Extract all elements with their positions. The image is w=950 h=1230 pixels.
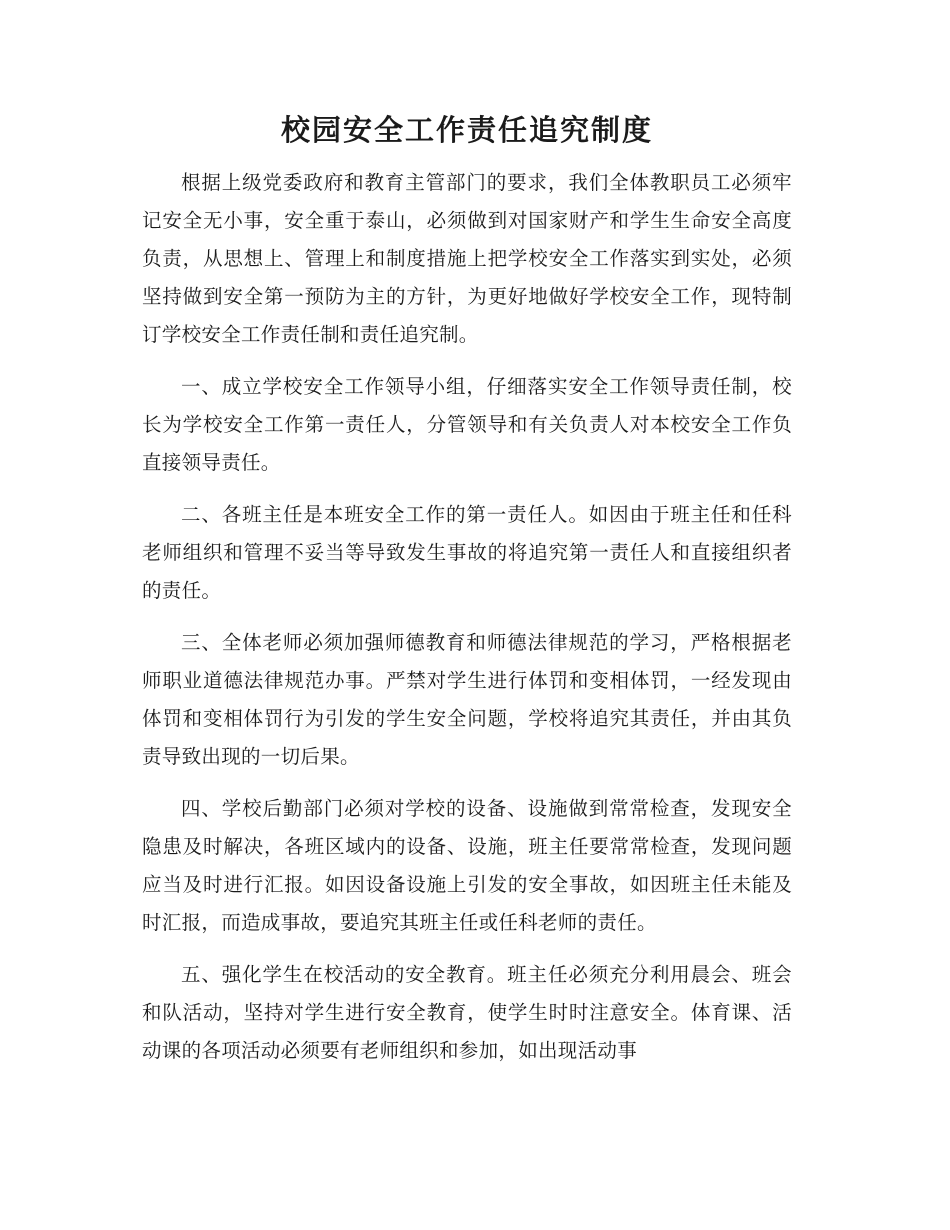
paragraph-1: 一、成立学校安全工作领导小组，仔细落实安全工作领导责任制，校长为学校安全工作第一责任人，分管领导和有关负责人对本校安全工作负直接领导责任。 — [142, 375, 792, 474]
paragraph-2: 二、各班主任是本班安全工作的第一责任人。如因由于班主任和任科老师组织和管理不妥当等导致发生事故的将追究第一责任人和直接组织者的责任。 — [142, 503, 792, 602]
document-title: 校园安全工作责任追究制度 — [280, 113, 653, 147]
paragraph-intro: 根据上级党委政府和教育主管部门的要求，我们全体教职员工必须牢记安全无小事，安全重于泰山，必须做到对国家财产和学生生命安全高度负责，从思想上、管理上和制度措施上把学校安全工作落实到实处，必须坚持做到安全第一预防为主的方针，为更好地做好学校安全工作，现特制订学校安全工作责任制和责任追究制。 — [142, 171, 792, 346]
paragraph-5: 五、强化学生在校活动的安全教育。班主任必须充分利用晨会、班会和队活动，坚持对学生进行安全教育，使学生时时注意安全。体育课、活动课的各项活动必须要有老师组织和参加，如出现活动事 — [142, 963, 792, 1062]
paragraph-3: 三、全体老师必须加强师德教育和师德法律规范的学习，严格根据老师职业道德法律规范办事。严禁对学生进行体罚和变相体罚，一经发现由体罚和变相体罚行为引发的学生安全问题，学校将追究其责任，并由其负责导致出现的一切后果。 — [142, 631, 792, 768]
paragraph-4: 四、学校后勤部门必须对学校的设备、设施做到常常检查，发现安全隐患及时解决，各班区域内的设备、设施，班主任要常常检查，发现问题应当及时进行汇报。如因设备设施上引发的安全事故，如因班主任未能及时汇报，而造成事故，要追究其班主任或任科老师的责任。 — [142, 797, 792, 934]
document-page — [142, 108, 792, 1084]
